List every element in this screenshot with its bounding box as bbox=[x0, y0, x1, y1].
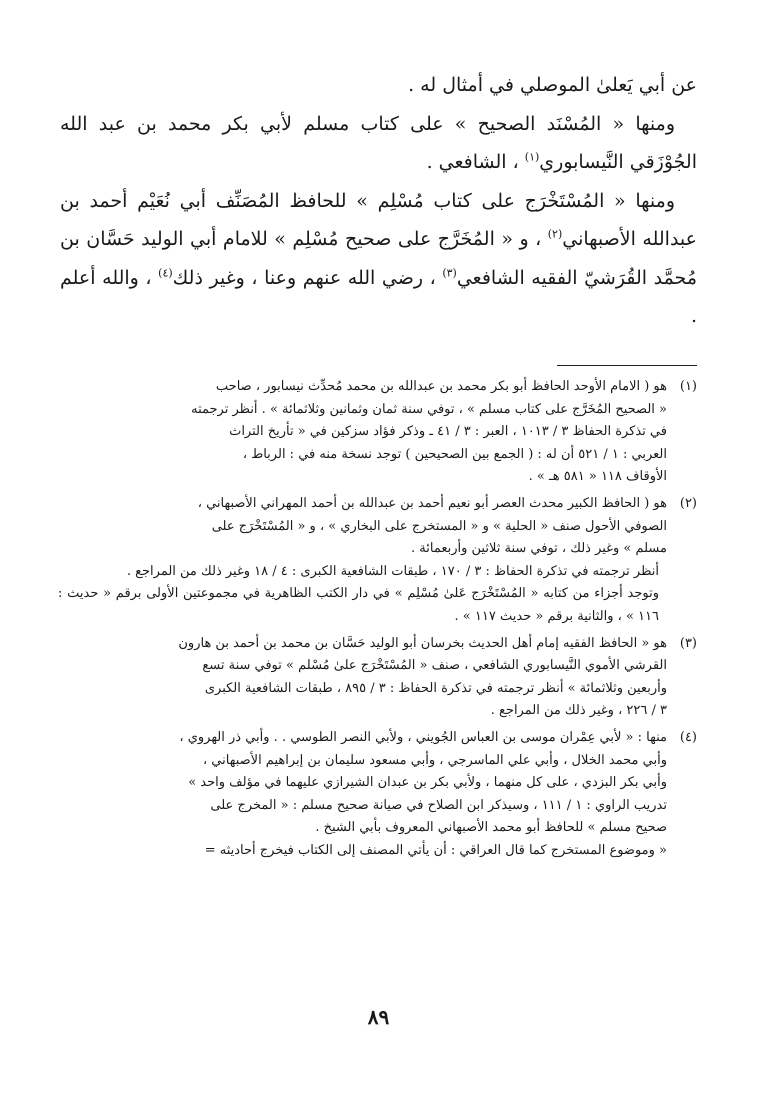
footnote-line: وأبي محمد الخلال ، وأبي علي الماسرجي ، وأبي مسعود سليمان بن إبراهيم الأصبهاني ، bbox=[202, 752, 667, 768]
footnote-line: العربي : ١ / ٥٢١ أن له : ( الجمع بين الصحيحين ) توجد نسخة منه في : الرباط ، bbox=[242, 446, 667, 462]
footnote-line: تدريب الراوي : ١ / ١١١ ، وسيذكر ابن الصلاح في صيانة صحيح مسلم : « المخرج على bbox=[210, 797, 667, 813]
paragraph-3-text-c: ، رضي الله عنهم وعنا ، وغير ذلك bbox=[172, 266, 436, 289]
footnote-separator bbox=[557, 365, 697, 366]
paragraph-2-tail: ، الشافعي . bbox=[426, 151, 519, 173]
footnote-line: الصوفي الأحول صنف « الحلية » و « المستخرج على البخاري » ، و « المُسْتَخْرَج على bbox=[211, 518, 667, 534]
footnote-line: هو ( الحافظ الكبير محدث العصر أبو نعيم أحمد بن عبدالله بن أحمد المهراني الأصبهاني ، bbox=[197, 495, 667, 511]
paragraph-3 bbox=[60, 182, 697, 336]
footnote-line: « الصحيح المُخَرَّج على كتاب مسلم » ، توفي سنة ثمان وثمانين وثلاثمائة » . أنظر ترجمته bbox=[191, 401, 667, 417]
footnote-line: القرشي الأموي النَّيسابوري الشافعي ، صنف « المُسْتَخْرَج علىٰ مُسْلم » توفي سنة تسع bbox=[202, 658, 667, 674]
footnote-subparagraph: أنظر ترجمته في تذكرة الحفاظ : ٣ / ١٧٠ ، طبقات الشافعية الكبرى : ٤ / ١٨ وغير ذلك من المراجع . bbox=[126, 563, 659, 579]
footnote-number: (٢) bbox=[679, 495, 697, 511]
paragraph-1 bbox=[60, 66, 697, 105]
footnote-line: الأوقاف ١١٨ « ٥٨١ هـ » . bbox=[528, 469, 667, 485]
footnote-2 bbox=[58, 493, 697, 629]
main-text bbox=[60, 66, 697, 336]
paragraph-3-text-a: ومنها « المُسْتَخْرَج على كتاب مُسْلِم » للحافظ المُصَنِّف أبي نُعَيْم أحمد بن عبدالله الأصبهاني bbox=[60, 189, 697, 250]
footnotes bbox=[58, 376, 697, 866]
paragraph-2 bbox=[60, 105, 697, 182]
footnote-number: (١) bbox=[679, 379, 697, 394]
paragraph-3-text-d: ، والله أعلم . bbox=[60, 266, 697, 327]
paragraph-3-text-b: ، و « المُخَرَّج على صحيح مُسْلِم » للامام أبي الوليد حَسَّان بن مُحمَّد القُرَشيّ الفقيه الشافعي bbox=[60, 228, 697, 289]
paragraph-2-text: ومنها « المُسْنَد الصحيح » على كتاب مسلم لأبي بكر محمد بن عبد الله الجُوْزَقي النَّيسابوري bbox=[60, 112, 697, 173]
footnote-line: في تذكرة الحفاظ ٣ / ١٠١٣ ، العبر : ٣ / ٤١ ـ وذكر فؤاد سزكين في « تأريخ التراث bbox=[229, 424, 667, 440]
footnote-number: (٤) bbox=[679, 729, 697, 745]
footnote-line: وأربعين وثلاثمائة » أنظر ترجمته في تذكرة الحفاظ : ٣ / ٨٩٥ ، طبقات الشافعية الكبرى bbox=[204, 680, 667, 696]
footnote-line: صحيح مسلم » للحافظ أبو محمد الأصبهاني المعروف بأبي الشيخ . bbox=[315, 820, 667, 836]
footnote-line: مسلم » وغير ذلك ، توفي سنة ثلاثين وأربعمائة . bbox=[411, 541, 667, 557]
footnote-line: ٣ / ٢٢٦ ، وغير ذلك من المراجع . bbox=[490, 703, 667, 719]
footnote-ref-3[interactable]: (٣) bbox=[442, 266, 457, 280]
footnote-line: وأبي بكر البزدي ، على كل منهما ، ولأبي بكر بن عبدان الشيرازي عليهما في مؤلف واحد » bbox=[188, 775, 667, 791]
page-number: ٨٩ bbox=[367, 1005, 390, 1029]
footnote-line: منها : « لأبي عِمْران موسى بن العباس الجُويني ، ولأبي النصر الطوسي . . وأبي ذر الهروي ، bbox=[179, 729, 667, 745]
footnote-line: « وموضوع المستخرج كما قال العراقي : أن يأتي المصنف إلى الكتاب فيخرج أحاديثه = bbox=[204, 842, 667, 858]
footnote-subparagraph: وتوجد أجزاء من كتابه « المُسْتَخْرَج عَلىٰ مُسْلِم » في دار الكتب الظاهرية في مجموعتين الأولى برقم « حديث : ١١٦ » ، والثانية برقم « حديث ١١٧ » . bbox=[58, 586, 659, 624]
footnote-3 bbox=[58, 633, 697, 723]
footnote-ref-2[interactable]: (٢) bbox=[547, 227, 563, 241]
footnote-line: هو ( الامام الأوحد الحافظ أبو بكر محمد بن عبدالله بن محمد مُحدِّث نيسابور ، صاحب bbox=[215, 379, 667, 394]
paragraph-1-text: عن أبي يَعلىٰ الموصلي في أمثال له . bbox=[408, 74, 697, 96]
footnote-1 bbox=[58, 376, 697, 489]
footnote-ref-4[interactable]: (٤) bbox=[158, 266, 173, 280]
footnote-number: (٣) bbox=[679, 635, 697, 651]
footnote-4 bbox=[58, 727, 697, 863]
footnote-ref-1[interactable]: (١) bbox=[524, 150, 540, 164]
footnote-line: هو « الحافظ الفقيه إمام أهل الحديث بخرسان أبو الوليد حَسَّان بن محمد بن أحمد بن هارون bbox=[178, 635, 667, 651]
